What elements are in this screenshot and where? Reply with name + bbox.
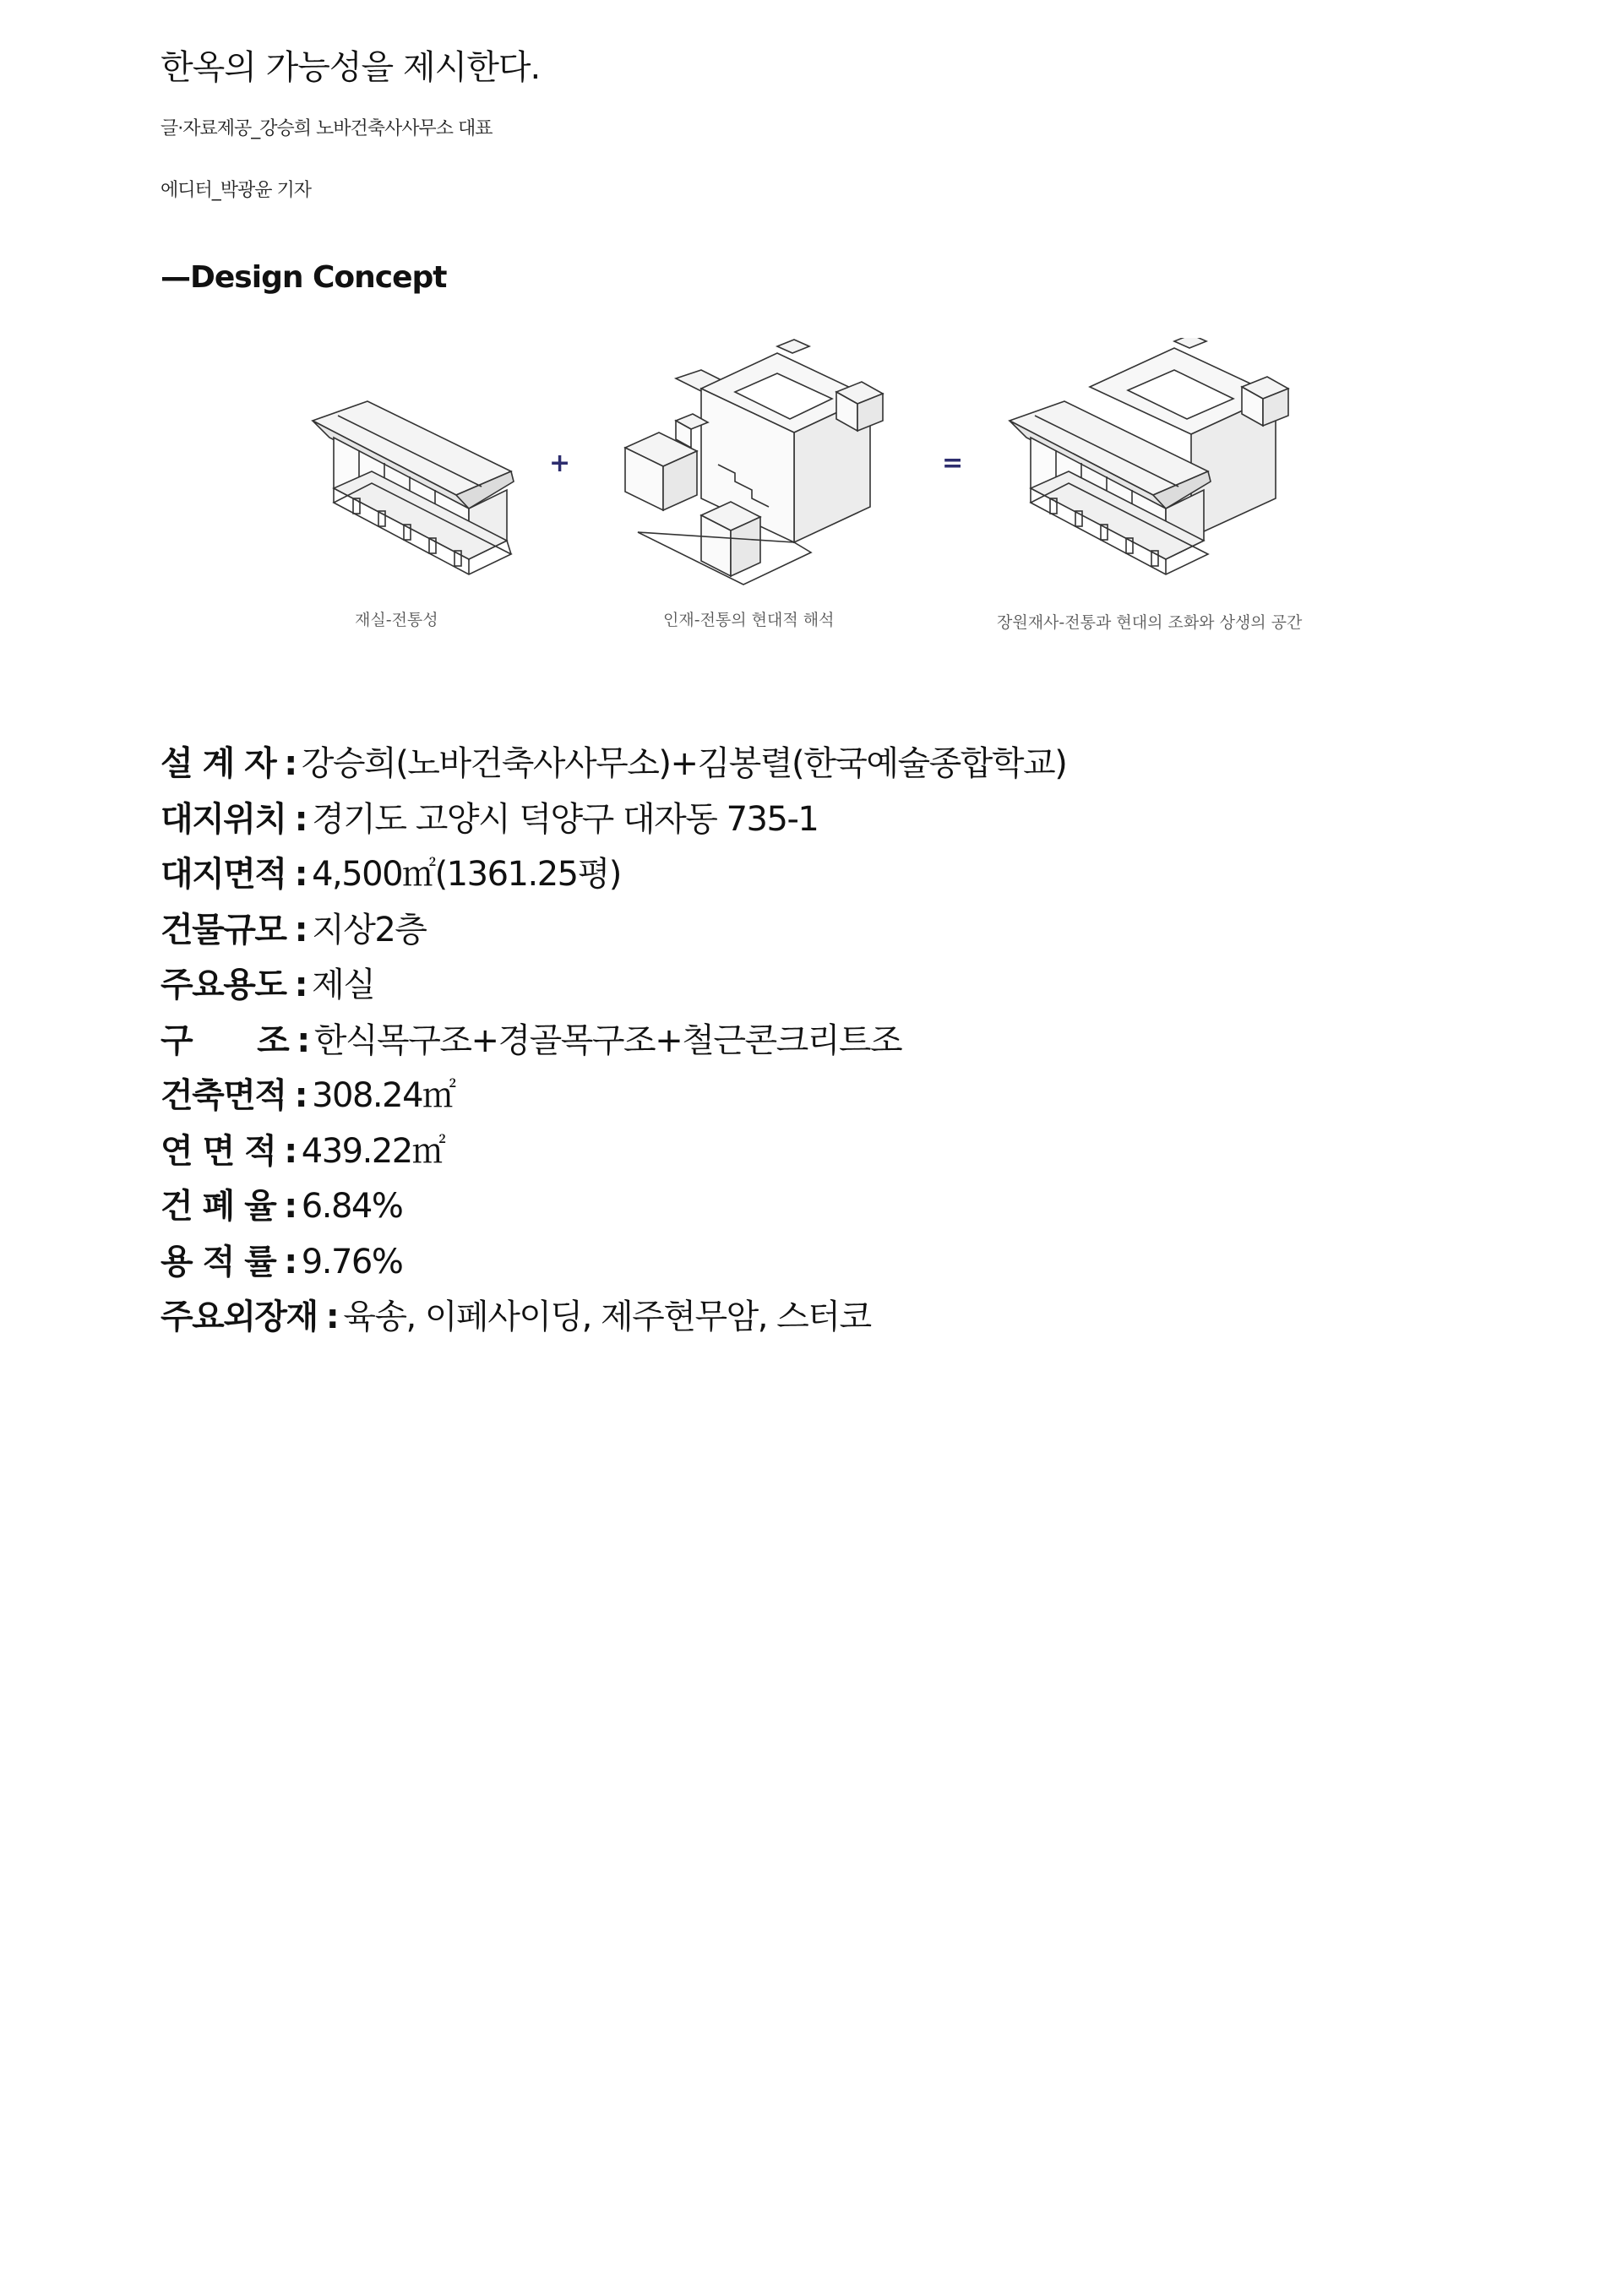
spec-separator: : [294, 910, 308, 949]
section-heading-design-concept: —Design Concept [161, 260, 447, 295]
spec-row-main-use [161, 958, 1066, 1014]
credit-writer: 글·자료제공_강승희 노바건축사사무소 대표 [161, 118, 493, 139]
credit-editor: 에디터_박광윤 기자 [161, 180, 312, 201]
spec-row-floor-area-ratio [161, 1235, 1066, 1291]
spec-separator: : [284, 1131, 297, 1171]
concept-diagram-svg [304, 338, 1326, 650]
spec-label: 대지위치 [161, 799, 286, 839]
equals-operator: = [942, 449, 964, 478]
caption-modern: 인재-전통의 현대적 해석 [663, 611, 835, 629]
spec-separator: : [294, 1076, 308, 1115]
spec-label: 연 면 적 [161, 1131, 276, 1171]
spec-row-coverage-ratio [161, 1179, 1066, 1235]
spec-row-structure [161, 1014, 1066, 1069]
spec-value: 강승희(노바건축사사무소)+김봉렬(한국예술종합학교) [301, 744, 1067, 783]
combined-complex-drawing [1010, 338, 1288, 574]
plus-operator: + [549, 449, 571, 478]
caption-traditional: 재실-전통성 [355, 611, 438, 629]
spec-row-building-scale [161, 903, 1066, 959]
spec-separator: : [284, 1242, 297, 1281]
spec-separator: : [297, 1020, 309, 1060]
spec-label: 용 적 률 [161, 1242, 276, 1281]
spec-label: 설 계 자 [161, 744, 276, 783]
spec-separator: : [294, 966, 308, 1004]
spec-row-designer [161, 737, 1066, 792]
spec-value: 4,500㎡(1361.25평) [312, 855, 621, 894]
spec-value: 제실 [312, 966, 375, 1004]
spec-separator: : [284, 1187, 297, 1226]
spec-value: 308.24㎡ [312, 1076, 455, 1115]
spec-label: 구 조 [161, 1020, 289, 1060]
spec-label: 건 폐 율 [161, 1187, 276, 1226]
spec-value: 육송, 이페사이딩, 제주현무암, 스터코 [343, 1298, 871, 1336]
caption-combined: 장원재사-전통과 현대의 조화와 상생의 공간 [997, 613, 1303, 632]
spec-row-exterior-materials [161, 1290, 1066, 1346]
design-concept-diagram [304, 338, 1326, 650]
spec-row-total-floor-area [161, 1124, 1066, 1180]
spec-label: 주요용도 [161, 966, 286, 1004]
spec-label: 건물규모 [161, 910, 286, 949]
spec-separator: : [294, 855, 308, 894]
spec-value: 한식목구조+경골목구조+철근콘크리트조 [313, 1020, 902, 1060]
spec-label: 주요외장재 [161, 1298, 318, 1336]
project-spec-list [161, 737, 1066, 1346]
spec-label: 대지면적 [161, 855, 286, 894]
spec-separator: : [294, 799, 308, 839]
spec-value: 6.84% [301, 1187, 403, 1226]
spec-value: 경기도 고양시 덕양구 대자동 735-1 [312, 799, 819, 839]
spec-separator: : [325, 1298, 339, 1336]
hanok-traditional-drawing [313, 401, 514, 574]
spec-row-site-area [161, 847, 1066, 903]
modern-interpretation-drawing [625, 340, 883, 585]
spec-label: 건축면적 [161, 1076, 286, 1115]
spec-value: 439.22㎡ [301, 1131, 445, 1171]
spec-value: 9.76% [301, 1242, 403, 1281]
spec-row-building-area [161, 1069, 1066, 1124]
article-title: 한옥의 가능성을 제시한다. [161, 48, 541, 87]
spec-separator: : [284, 744, 297, 783]
spec-row-site-location [161, 792, 1066, 848]
spec-value: 지상2층 [312, 910, 427, 949]
